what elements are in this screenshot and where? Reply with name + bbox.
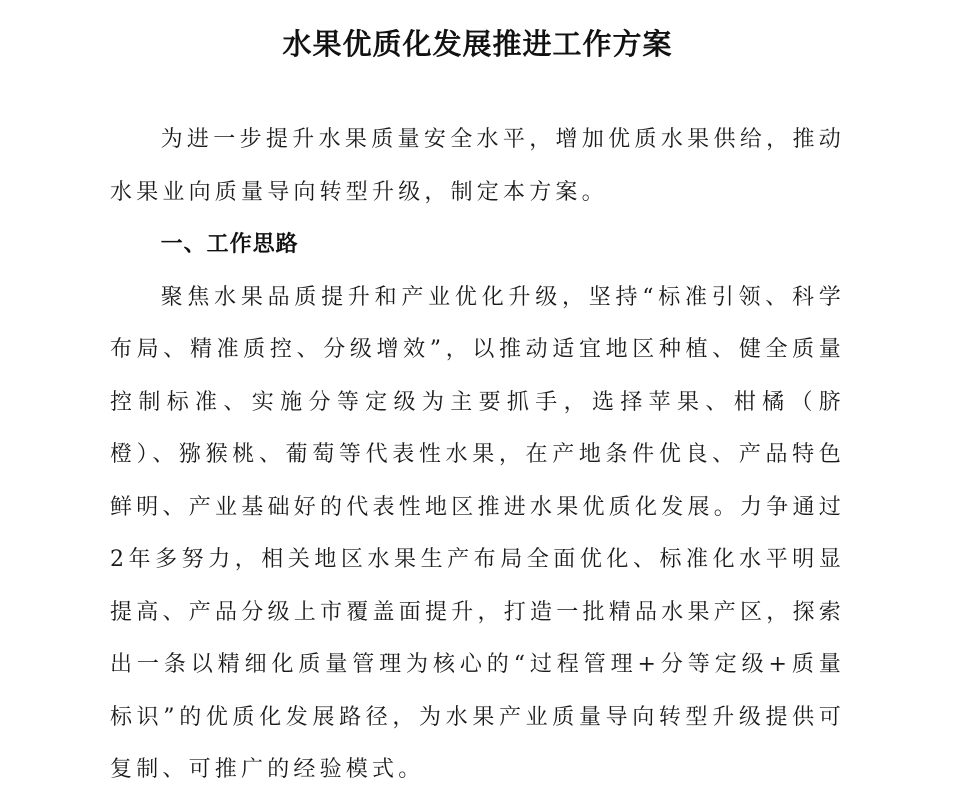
section-heading: 一、工作思路 (160, 232, 299, 257)
document-body (110, 114, 845, 797)
intro-paragraph: 为进一步提升水果质量安全水平，增加优质水果供给，推动水果业向质量导向转型升级，制定本方案。 (110, 127, 845, 205)
document-title: 水果优质化发展推进工作方案 (282, 27, 673, 61)
section-paragraph: 聚焦水果品质提升和产业优化升级，坚持“标准引领、科学布局、精准质控、分级增效”，以推动适宜地区种植、健全质量控制标准、实施分等定级为主要抓手，选择苹果、柑橘（脐橙）、猕猴桃、葡萄等代表性水果，在产地条件优良、产品特色鲜明、产业基础好的代表性地区推进水果优质化发展。力争通过2年多努力，相关地区水果生产布局全面优化、标准化水平明显提高、产品分级上市覆盖面提升，打造一批精品水果产区，探索出一条以精细化质量管理为核心的“过程管理+分等定级+质量标识”的优质化发展路径，为水果产业质量导向转型升级提供可复制、可推广的经验模式。 (110, 284, 845, 782)
